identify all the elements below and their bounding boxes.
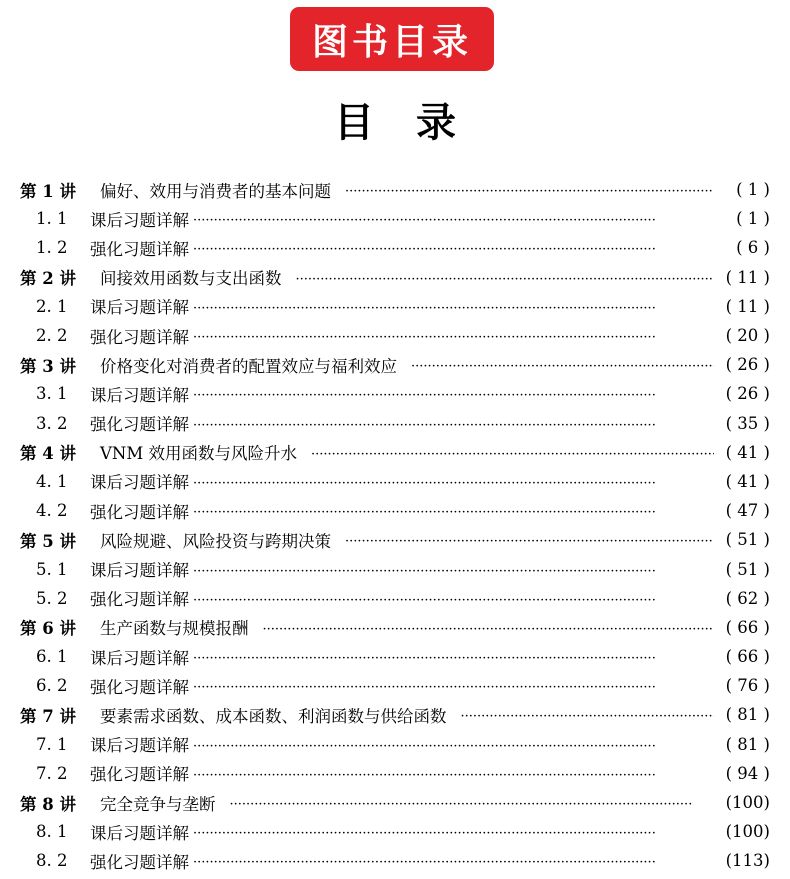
table-of-contents xyxy=(0,175,790,876)
toc-entry-page: ( 11 ) xyxy=(725,267,770,287)
toc-entry-title: 完全竞争与垄断 xyxy=(100,794,216,814)
toc-entry-number: 8. 2 xyxy=(36,851,68,871)
toc-section-row[interactable] xyxy=(0,467,790,496)
toc-entry-number: 8. 1 xyxy=(36,822,68,842)
toc-entry-page: ( 26 ) xyxy=(725,355,770,375)
toc-entry-title: 强化习题详解 xyxy=(90,677,189,697)
toc-entry-title: 课后习题详解 xyxy=(90,561,189,581)
toc-entry-title: 课后习题详解 xyxy=(90,736,189,756)
toc-entry-number: 1. 2 xyxy=(36,238,68,258)
toc-entry-title: 强化习题详解 xyxy=(90,327,189,347)
toc-section-row[interactable] xyxy=(0,496,790,525)
toc-entry-page: ( 47 ) xyxy=(725,501,770,521)
toc-entry-title: 课后习题详解 xyxy=(90,823,189,843)
catalog-badge: 图书目录 xyxy=(290,7,494,71)
toc-entry-page: ( 76 ) xyxy=(725,676,770,696)
toc-entry-number: 6. 2 xyxy=(36,676,68,696)
toc-chapter-row[interactable] xyxy=(0,263,790,292)
toc-dot-leader xyxy=(193,298,714,315)
toc-chapter-row[interactable] xyxy=(0,175,790,204)
toc-entry-page: ( 20 ) xyxy=(725,326,770,346)
toc-entry-number: 5. 1 xyxy=(36,559,68,579)
toc-entry-title: 强化习题详解 xyxy=(90,852,189,872)
toc-dot-leader xyxy=(193,561,714,578)
toc-section-row[interactable] xyxy=(0,671,790,700)
toc-entry-title: 课后习题详解 xyxy=(90,473,189,493)
toc-entry-number: 5. 2 xyxy=(36,588,68,608)
toc-dot-leader xyxy=(411,356,714,373)
toc-dot-leader xyxy=(311,444,714,461)
toc-entry-title: 风险规避、风险投资与跨期决策 xyxy=(100,531,331,551)
toc-section-row[interactable] xyxy=(0,204,790,233)
toc-entry-number: 第 3 讲 xyxy=(20,356,76,376)
toc-entry-page: ( 66 ) xyxy=(725,647,770,667)
toc-entry-page: ( 11 ) xyxy=(725,296,770,316)
toc-entry-page: ( 35 ) xyxy=(725,413,770,433)
toc-entry-title: 价格变化对消费者的配置效应与福利效应 xyxy=(100,356,397,376)
toc-dot-leader xyxy=(461,706,715,723)
toc-section-row[interactable] xyxy=(0,730,790,759)
toc-dot-leader xyxy=(193,502,714,519)
toc-dot-leader xyxy=(263,619,715,636)
toc-entry-title: 生产函数与规模报酬 xyxy=(100,619,249,639)
toc-entry-page: ( 51 ) xyxy=(725,559,770,579)
toc-entry-number: 7. 2 xyxy=(36,763,68,783)
toc-section-row[interactable] xyxy=(0,321,790,350)
toc-section-row[interactable] xyxy=(0,409,790,438)
toc-dot-leader xyxy=(193,823,714,840)
toc-dot-leader xyxy=(193,648,714,665)
toc-entry-number: 3. 2 xyxy=(36,413,68,433)
toc-entry-number: 3. 1 xyxy=(36,384,68,404)
toc-entry-page: ( 81 ) xyxy=(725,705,770,725)
page-title: 目录 xyxy=(334,99,498,146)
toc-section-row[interactable] xyxy=(0,584,790,613)
toc-dot-leader xyxy=(345,181,714,198)
toc-section-row[interactable] xyxy=(0,233,790,262)
toc-entry-title: 偏好、效用与消费者的基本问题 xyxy=(100,181,331,201)
toc-dot-leader xyxy=(230,794,715,811)
toc-entry-page: (100) xyxy=(725,822,770,842)
toc-chapter-row[interactable] xyxy=(0,350,790,379)
toc-chapter-row[interactable] xyxy=(0,525,790,554)
toc-entry-number: 2. 2 xyxy=(36,326,68,346)
toc-entry-number: 1. 1 xyxy=(36,209,68,229)
toc-chapter-row[interactable] xyxy=(0,788,790,817)
toc-entry-page: ( 94 ) xyxy=(725,763,770,783)
toc-entry-title: 课后习题详解 xyxy=(90,298,189,318)
toc-entry-number: 第 7 讲 xyxy=(20,706,76,726)
toc-entry-title: 课后习题详解 xyxy=(90,210,189,230)
toc-entry-number: 第 4 讲 xyxy=(20,444,76,464)
toc-dot-leader xyxy=(193,385,714,402)
toc-entry-title: 要素需求函数、成本函数、利润函数与供给函数 xyxy=(100,706,447,726)
toc-dot-leader xyxy=(345,531,714,548)
toc-entry-title: 强化习题详解 xyxy=(90,239,189,259)
toc-entry-number: 第 8 讲 xyxy=(20,794,76,814)
toc-entry-title: 强化习题详解 xyxy=(90,502,189,522)
toc-entry-page: ( 1 ) xyxy=(736,180,770,200)
toc-section-row[interactable] xyxy=(0,292,790,321)
toc-dot-leader xyxy=(193,210,714,227)
toc-dot-leader xyxy=(193,415,714,432)
toc-chapter-row[interactable] xyxy=(0,438,790,467)
toc-entry-page: ( 66 ) xyxy=(725,617,770,637)
toc-entry-number: 2. 1 xyxy=(36,296,68,316)
toc-dot-leader xyxy=(193,677,714,694)
toc-entry-title: 强化习题详解 xyxy=(90,415,189,435)
toc-entry-page: ( 6 ) xyxy=(736,238,770,258)
toc-entry-number: 第 2 讲 xyxy=(20,269,76,289)
toc-entry-number: 4. 1 xyxy=(36,471,68,491)
toc-entry-title: 强化习题详解 xyxy=(90,590,189,610)
toc-chapter-row[interactable] xyxy=(0,700,790,729)
toc-entry-number: 4. 2 xyxy=(36,501,68,521)
toc-entry-page: ( 81 ) xyxy=(725,734,770,754)
toc-entry-title: 课后习题详解 xyxy=(90,648,189,668)
toc-entry-page: (100) xyxy=(725,793,770,813)
toc-entry-page: ( 41 ) xyxy=(725,442,770,462)
toc-entry-title: 课后习题详解 xyxy=(90,385,189,405)
toc-dot-leader xyxy=(193,239,714,256)
toc-entry-page: ( 41 ) xyxy=(725,471,770,491)
toc-section-row[interactable] xyxy=(0,642,790,671)
toc-entry-number: 7. 1 xyxy=(36,734,68,754)
toc-entry-page: ( 26 ) xyxy=(725,384,770,404)
toc-dot-leader xyxy=(193,327,714,344)
toc-section-row[interactable] xyxy=(0,759,790,788)
toc-entry-page: ( 62 ) xyxy=(725,588,770,608)
toc-chapter-row[interactable] xyxy=(0,613,790,642)
toc-dot-leader xyxy=(193,590,714,607)
toc-entry-number: 6. 1 xyxy=(36,647,68,667)
toc-section-row[interactable] xyxy=(0,554,790,583)
toc-dot-leader xyxy=(296,269,715,286)
toc-section-row[interactable] xyxy=(0,379,790,408)
toc-entry-title: VNM 效用函数与风险升水 xyxy=(100,444,297,464)
toc-dot-leader xyxy=(193,473,714,490)
toc-section-row[interactable] xyxy=(0,846,790,875)
toc-dot-leader xyxy=(193,765,714,782)
toc-entry-number: 第 5 讲 xyxy=(20,531,76,551)
toc-entry-number: 第 6 讲 xyxy=(20,619,76,639)
toc-entry-number: 第 1 讲 xyxy=(20,181,76,201)
toc-entry-page: (113) xyxy=(725,851,770,871)
toc-entry-title: 强化习题详解 xyxy=(90,765,189,785)
toc-entry-page: ( 1 ) xyxy=(736,209,770,229)
toc-entry-page: ( 51 ) xyxy=(725,530,770,550)
toc-section-row[interactable] xyxy=(0,817,790,846)
toc-dot-leader xyxy=(193,852,714,869)
toc-dot-leader xyxy=(193,736,714,753)
toc-entry-title: 间接效用函数与支出函数 xyxy=(100,269,282,289)
